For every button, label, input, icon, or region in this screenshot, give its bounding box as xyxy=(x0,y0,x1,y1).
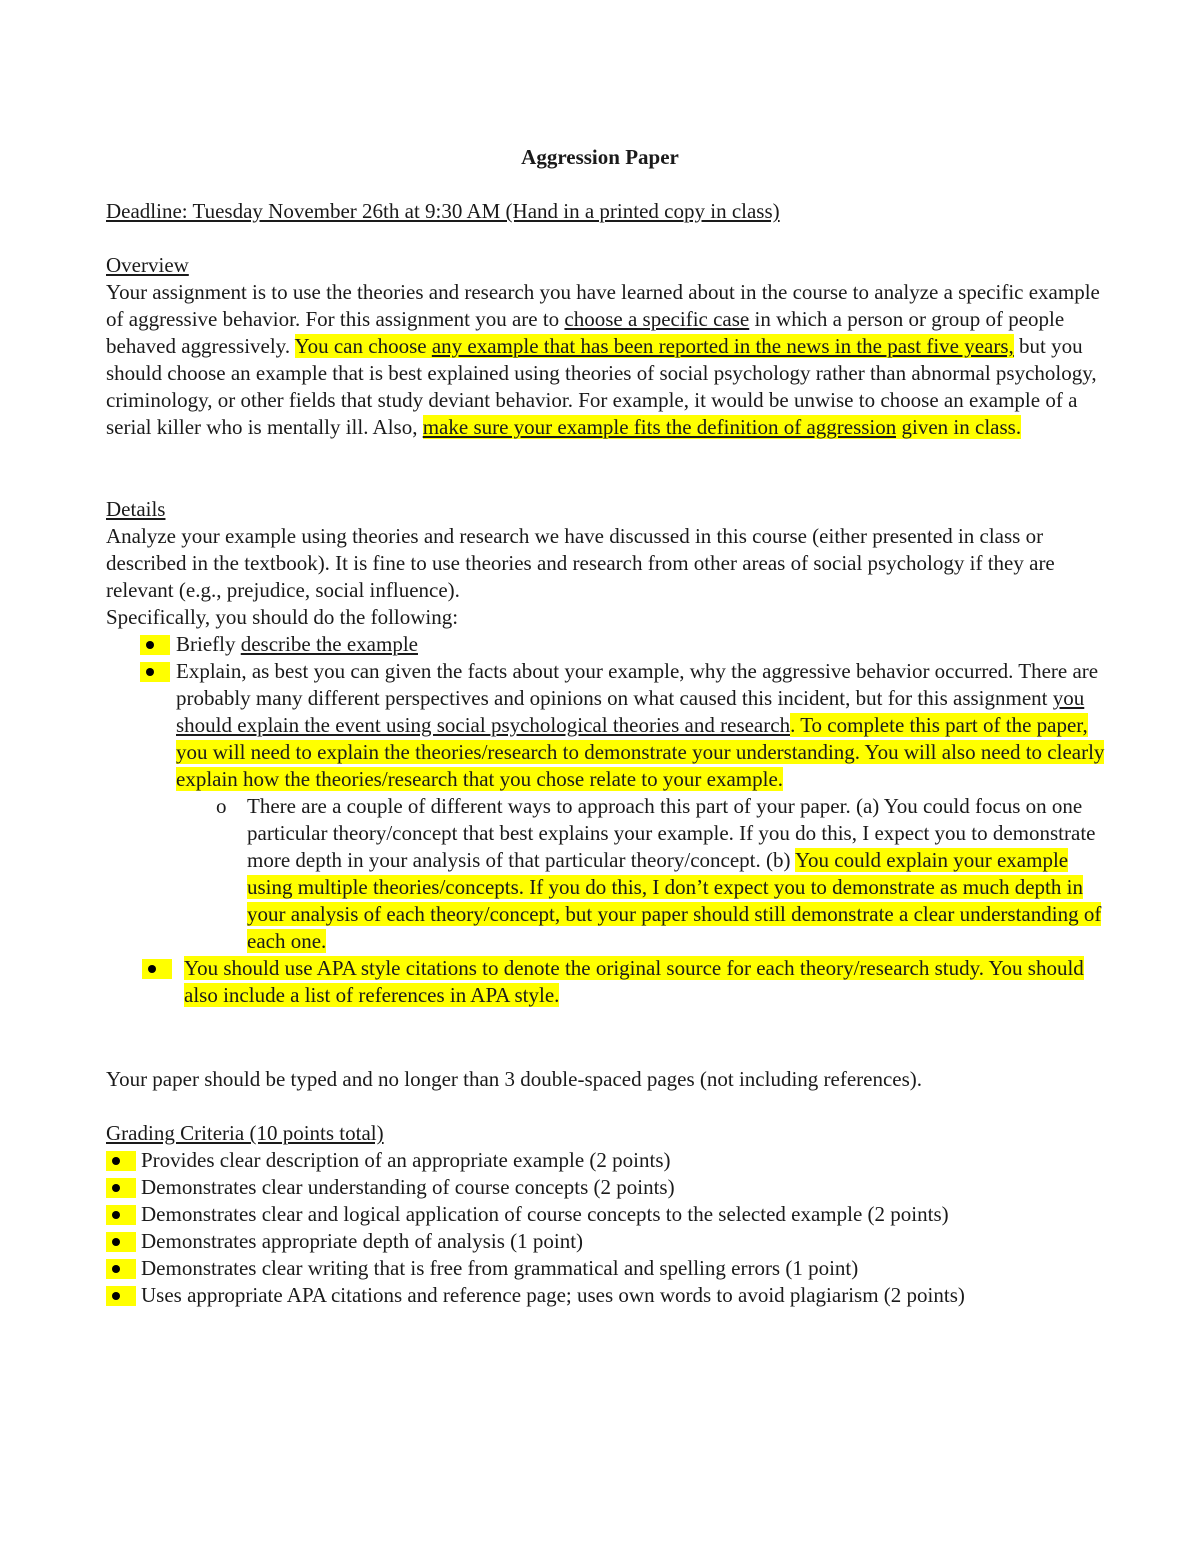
details-section xyxy=(106,496,1106,1009)
grading-item xyxy=(106,1282,1106,1309)
overview-text-3: in which a person or group of people behaved aggressively. xyxy=(106,307,1065,358)
bullet-icon xyxy=(106,1232,136,1252)
overview-heading: Overview xyxy=(106,253,189,277)
grading-item-text: Demonstrates clear and logical application of course concepts to the selected example (2 points) xyxy=(141,1202,949,1226)
bullet-icon xyxy=(142,959,172,979)
overview-text-5: any example that has been reported in the news in the past five years, xyxy=(431,334,1014,358)
overview-text-2: choose a specific case xyxy=(564,307,750,331)
overview-section xyxy=(106,252,1106,441)
grading-item xyxy=(106,1147,1106,1174)
bullet-icon xyxy=(140,635,170,655)
list-item xyxy=(106,631,1106,658)
item-text: Explain, as best you can given the facts about your example, why the aggressive behavior occurred. There are probably many different perspectives and opinions on what caused this incident, but for this assignment xyxy=(176,659,1099,710)
bullet-icon xyxy=(106,1286,136,1306)
grading-item-text: Uses appropriate APA citations and reference page; uses own words to avoid plagiarism (2 points) xyxy=(141,1283,965,1307)
deadline-text: Deadline: Tuesday November 26th at 9:30 AM (Hand in a printed copy in class) xyxy=(106,199,780,223)
grading-item xyxy=(106,1228,1106,1255)
deadline xyxy=(106,198,1106,225)
grading-item-text: Demonstrates appropriate depth of analysis (1 point) xyxy=(141,1229,584,1253)
sub-list-item xyxy=(106,793,1106,955)
grading-item xyxy=(106,1255,1106,1282)
grading-item-text: Demonstrates clear writing that is free from grammatical and spelling errors (1 point) xyxy=(141,1256,859,1280)
bullet-icon xyxy=(106,1259,136,1279)
overview-text-4: You can choose xyxy=(294,334,432,358)
list-item xyxy=(106,955,1106,1009)
grading-item-text: Provides clear description of an appropriate example (2 points) xyxy=(141,1148,671,1172)
bullet-icon xyxy=(106,1205,136,1225)
grading-heading: Grading Criteria (10 points total) xyxy=(106,1121,384,1145)
details-paragraph-1: Analyze your example using theories and research we have discussed in this course (either presented in class or described in the textbook). It is fine to use theories and research from other areas of social psychology if they are relevant (e.g., prejudice, social influence). xyxy=(106,524,1055,602)
item-text-highlighted: You should use APA style citations to denote the original source for each theory/research study. You should also include a list of references in APA style. xyxy=(184,956,1084,1007)
overview-text-1: Your assignment is to use the theories and research you have learned about in the course to analyze a specific example of aggressive behavior. For this assignment you are to xyxy=(106,280,1100,331)
details-paragraph-2: Specifically, you should do the following: xyxy=(106,605,459,629)
list-item xyxy=(106,658,1106,793)
sub-item-text: There are a couple of different ways to approach this part of your paper. (a) You could focus on one particular theory/concept that best explains your example. If you do this, I expect you to demonstrate more depth in your analysis of that particular theory/concept. (b) xyxy=(247,794,1096,872)
bullet-icon xyxy=(106,1178,136,1198)
grading-item xyxy=(106,1174,1106,1201)
overview-text-8: given in class. xyxy=(896,415,1022,439)
item-text-underlined: you should explain the event using social psychological theories and research xyxy=(176,686,1085,737)
grading-section xyxy=(106,1120,1106,1309)
bullet-icon xyxy=(140,662,170,682)
grading-item xyxy=(106,1201,1106,1228)
length-note: Your paper should be typed and no longer than 3 double-spaced pages (not including references). xyxy=(106,1067,923,1091)
item-text-underlined: describe the example xyxy=(240,632,418,656)
grading-item-text: Demonstrates clear understanding of course concepts (2 points) xyxy=(141,1175,675,1199)
details-heading: Details xyxy=(106,497,166,521)
item-text-highlighted: . To complete this part of the paper, you will need to explain the theories/research to demonstrate your understanding. You will also need to clearly explain how the theories/research that you chose relate to your example. xyxy=(176,713,1105,791)
overview-text-7: make sure your example fits the definition of aggression xyxy=(422,415,897,439)
overview-paragraph xyxy=(106,279,1106,441)
item-text: Briefly xyxy=(176,632,241,656)
sub-item-text-highlighted: You could explain your example using multiple theories/concepts. If you do this, I don’t expect you to demonstrate as much depth in your analysis of each theory/concept, but your paper should still demonstrate a clear understanding of each one. xyxy=(247,848,1102,953)
page-title: Aggression Paper xyxy=(521,145,679,169)
circle-bullet-icon: o xyxy=(216,794,227,818)
overview-text-6: but you should choose an example that is best explained using theories of social psychology rather than abnormal psychology, criminology, or other fields that study deviant behavior. For example, it would be unwise to choose an example of a serial killer who is mentally ill. Also, xyxy=(106,334,1097,439)
bullet-icon xyxy=(106,1151,136,1171)
